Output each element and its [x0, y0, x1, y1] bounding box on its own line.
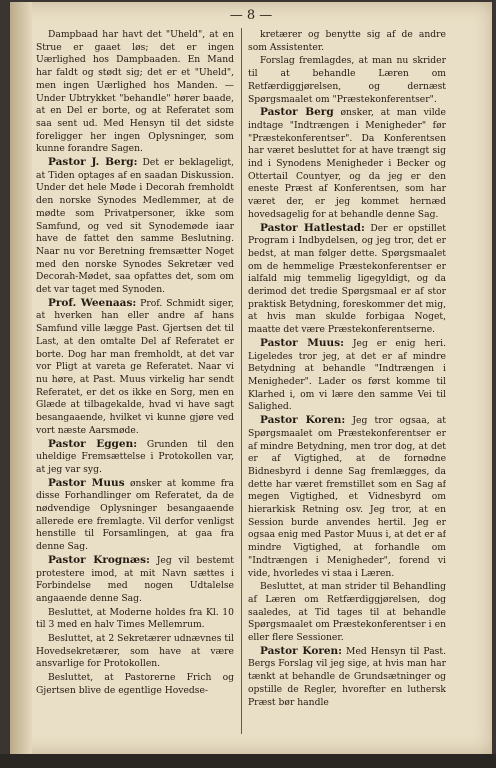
speaker-label: Pastor Koren: — [260, 414, 346, 427]
paragraph — [36, 156, 234, 297]
paragraph-text: Besluttet, at man strider til Behandling af Læren om Retfærdiggjørelsen, dog saaledes, at Tid tages til at behandle Spørgsmaalet om Præstekonferentser i en eller flere Sessioner. — [248, 581, 446, 644]
paragraph — [248, 222, 446, 337]
paragraph — [36, 28, 234, 156]
document-page — [10, 2, 492, 754]
speaker-label: Pastor J. Berg: — [48, 156, 138, 169]
speaker-label: Pastor Berg — [260, 106, 334, 119]
paragraph — [248, 580, 446, 645]
speaker-label: Pastor Koren: — [260, 644, 343, 657]
scan-bottom-edge — [0, 754, 496, 768]
paragraph-text: Jeg tror ogsaa, at Spørgsmaalet om Præstekonferentser er af mindre Betydning, men tror dog, at det er af Vigtighed, at de fornødne Bidnesbyrd i denne Sag fremlægges, da dette har været fremstillet som en Sag af megen Vigtighed, et Vidnesbyrd om hierarkisk Retning osv. Jeg tror, at en Session burde anvendes hertil. Jeg er ogsaa enig med Pastor Muus i, at det er af mindre Vigtighed, at forhandle om "Indtrængen i Menigheder", forend vi vide, hvorledes vi staa i Læren. — [248, 415, 446, 579]
paragraph — [36, 438, 234, 477]
speaker-label: Pastor Muus: — [260, 336, 344, 349]
paragraph-text: Forslag fremlagdes, at man nu skrider til at behandle Læren om Retfærdiggjørelsen, og dernæst Spørgsmaalet om "Præstekonferentser". — [248, 55, 446, 105]
paragraph-text: ønsker, at man vilde indtage "Indtrængen i Menigheder" før "Præstekonferentser". Da Konferentsen har været besluttet for at have trængt sig ind i Synodens Menigheder i Becker og Ottertail Countyer, og da jeg er den eneste Præst af Konferentsen, som har været der, er jeg kommet hernæd hovedsagelig for at behandle denne Sag. — [248, 107, 446, 220]
paragraph — [36, 671, 234, 697]
speaker-label: Pastor Eggen: — [48, 437, 138, 450]
speaker-label: Pastor Muus — [48, 476, 125, 489]
paragraph-text: Grunden til den uheldige Fremsættelse i Protokollen var, at jeg var syg. — [36, 438, 234, 475]
left-column — [36, 28, 234, 740]
paragraph-text: Besluttet, at Moderne holdes fra Kl. 10 til 3 med en halv Times Mellemrum. — [36, 606, 234, 631]
page-spine-shadow — [10, 2, 32, 754]
paragraph — [36, 554, 234, 606]
right-column — [248, 28, 446, 740]
paragraph-text: Besluttet, at 2 Sekretærer udnævnes til Hovedsekretærer, som have at være ansvarlige for Protokollen. — [36, 633, 234, 670]
paragraph — [248, 645, 446, 710]
paragraph-text: ønsker at komme fra disse Forhandlinger om Referatet, da de nødvendige Oplysninger besangaaende allerede ere fremlagte. Vil derfor venligst henstille til Forsamlingen, at gaa fra denne Sag. — [36, 477, 234, 553]
paragraph-text: Jeg er enig heri. Ligeledes tror jeg, at det er af mindre Betydning at behandle "Indtrængen i Menigheder". Lader os først komme til Klarhed i, om vi lære den samme Vei til Salighed. — [248, 337, 446, 413]
paragraph-text: Med Hensyn til Past. Bergs Forslag vil jeg sige, at hvis man har tænkt at behandle de Grundsætninger og opstille de Regler, hvorefter en luthersk Præst bør handle — [248, 645, 446, 708]
paragraph-text: Det er beklageligt, at Tiden optages af en saadan Diskussion. Under det hele Møde i Decorah fremholdt den norske Synodes Medlemmer, at de mødte som Privatpersoner, ikke som Samfund, og ved sit Synodemøde iaar have de fattet den samme Beslutning. Naar nu vor Beretning fremsætter Noget med den norske Synodes Sekretær ved Decorah-Mødet, saa opfattes det, som om det var taget med Synoden. — [36, 157, 234, 296]
speaker-label: Prof. Weenaas: — [48, 296, 137, 309]
paragraph-text: Der er opstillet Program i Indbydelsen, og jeg tror, det er bedst, at man følger dette. Spørgsmaalet om de hemmelige Præstekonferentser er ialfald mig temmelig ligegyldigt, og da derimod det tredie Spørgsmaal er af stor praktisk Betydning, foreskommer det mig, at hvis man skulde forbigaa Noget, maatte det være Præstekonferentserne. — [248, 222, 446, 336]
paragraph — [36, 606, 234, 632]
paragraph-text: Jeg vil bestemt protestere imod, at mit Navn sættes i Forbindelse med nogen Udtalelse angaaende denne Sag. — [36, 554, 234, 604]
paragraph — [36, 477, 234, 554]
page-number: — 8 — — [229, 8, 273, 23]
paragraph — [248, 28, 446, 54]
column-divider — [241, 28, 242, 734]
paragraph-text: kretærer og benytte sig af de andre som Assistenter. — [248, 29, 446, 53]
paragraph — [36, 632, 234, 671]
paragraph — [248, 106, 446, 221]
paragraph-text: Dampbaad har havt det "Uheld", at en Strue er gaaet løs; det er ingen Uærlighed hos Dampbaaden. En Mand har faldt og stødt sig; det er et "Uheld", men ingen Uærlighed hos Manden. — Under Ubtrykket "behandle" hører baade, at en Del er borte, og at Referatet som saa sent ud. Med Hensyn til det sidste foreligger her ingen Oplysninger, som kunne forandre Sagen. — [36, 29, 234, 155]
paragraph-text: Besluttet, at Pastorerne Frich og Gjertsen blive de egentlige Hovedse- — [36, 672, 234, 696]
speaker-label: Pastor Hatlestad: — [260, 221, 365, 234]
paragraph — [248, 54, 446, 106]
paragraph — [248, 414, 446, 580]
paragraph — [248, 337, 446, 414]
speaker-label: Pastor Krognæs: — [48, 553, 150, 566]
paragraph-text: Prof. Schmidt siger, at hverken han eller andre af hans Samfund ville lægge Past. Gjertsen det til Last, at den omtalte Del af Referatet er borte. Dog har man fremholdt, at det var vor Pligt at vareta ge Referatet. Naar vi nu høre, at Past. Muus virkelig har sendt Referatet, er det os ikke en Sorg, men en Glæde at tilbagekalde, hvad vi have sagt besangaaende, hvilket vi kunne gjøre ved vort næste Aarsmøde. — [36, 297, 234, 436]
paragraph — [36, 297, 234, 438]
